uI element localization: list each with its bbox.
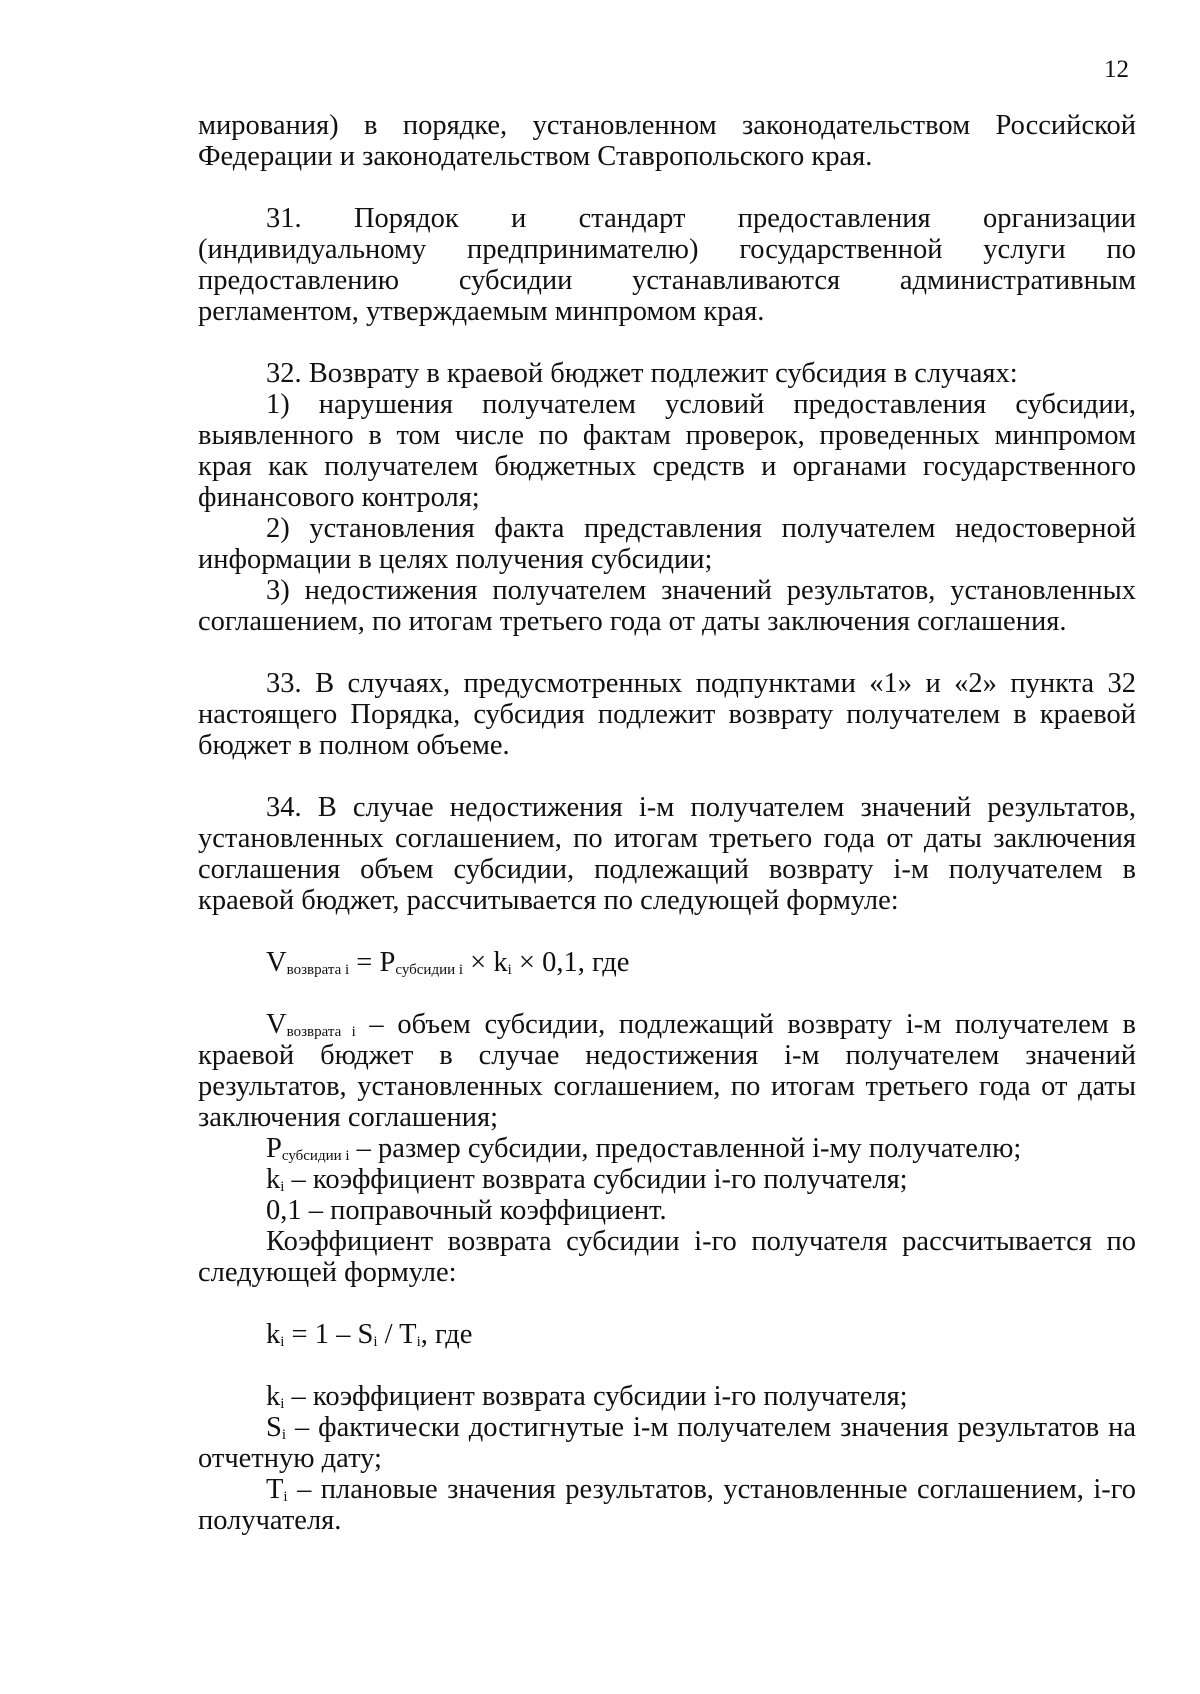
definition-p-subsidy: $P_{субсидии i}$ – размер субсидии, предоставленной i-му получателю; <box>266 1133 1022 1164</box>
page-number: 12 <box>1104 56 1129 83</box>
paragraph-31: 31. Порядок и стандарт предоставления организации (индивидуальному предпринимателю) государственной услуги по предоставлению субсидии устанавливаются административным регламентом, утверждаемым минпромом края. <box>198 203 1136 327</box>
definition-v-return: $V_{возврата i}$ – объем субсидии, подлежащий возврату i-м получателем в краевой бюджет в случае недостижения i-м получателем значений результатов, установленных соглашением, по итогам третьего года от даты заключения соглашения; <box>198 1009 1136 1133</box>
paragraph-33: 33. В случаях, предусмотренных подпунктами «1» и «2» пункта 32 настоящего Порядка, субсидия подлежит возврату получателем в краевой бюджет в полном объеме. <box>198 668 1136 761</box>
coefficient-intro: Коэффициент возврата субсидии i-го получателя рассчитывается по следующей формуле: <box>198 1226 1136 1288</box>
paragraph-32-intro: 32. Возврату в краевой бюджет подлежит субсидия в случаях: <box>266 358 1018 389</box>
definition-correction-coefficient: 0,1 – поправочный коэффициент. <box>266 1195 667 1226</box>
document-body <box>198 110 1136 1536</box>
definition-k-coefficient: $k_i$ – коэффициент возврата субсидии i-го получателя; <box>266 1164 908 1195</box>
paragraph-32-item-2: 2) установления факта представления получателем недостоверной информации в целях получения субсидии; <box>198 513 1136 575</box>
definition-t-planned: $T_i$ – плановые значения результатов, установленные соглашением, i-го получателя. <box>198 1474 1136 1536</box>
formula-coefficient: $k_i = 1 - S_i / T_i$, где <box>266 1319 473 1350</box>
paragraph-continuation: мирования) в порядке, установленном законодательством Российской Федерации и законодательством Ставропольского края. <box>198 110 1136 172</box>
formula-return-volume: $V_{возврата i} = P_{субсидии i} \times k_i \times 0,1$, где <box>266 947 630 978</box>
paragraph-32-item-1: 1) нарушения получателем условий предоставления субсидии, выявленного в том числе по фактам проверок, проведенных минпромом края как получателем бюджетных средств и органами государственного финансового контроля; <box>198 389 1136 513</box>
definition-s-actual: $S_i$ – фактически достигнутые i-м получателем значения результатов на отчетную дату; <box>198 1412 1136 1474</box>
definition-k-coefficient-2: $k_i$ – коэффициент возврата субсидии i-го получателя; <box>266 1381 908 1412</box>
paragraph-34: 34. В случае недостижения i-м получателем значений результатов, установленных соглашением, по итогам третьего года от даты заключения соглашения объем субсидии, подлежащий возврату i-м получателем в краевой бюджет, рассчитывается по следующей формуле: <box>198 792 1136 916</box>
paragraph-32-item-3: 3) недостижения получателем значений результатов, установленных соглашением, по итогам третьего года от даты заключения соглашения. <box>198 575 1136 637</box>
